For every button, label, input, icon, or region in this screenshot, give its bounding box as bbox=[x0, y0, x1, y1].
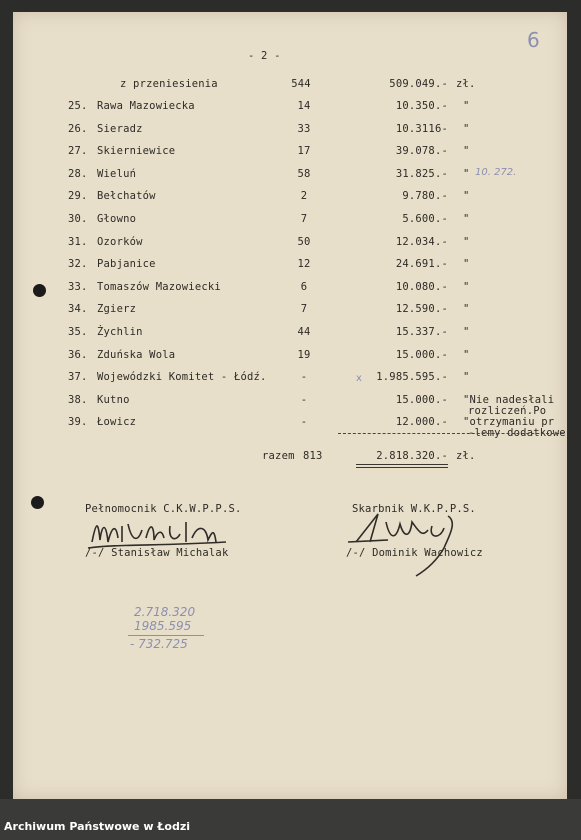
row-count: - bbox=[300, 371, 308, 383]
row-count: - bbox=[300, 394, 308, 406]
total-label: razem bbox=[262, 450, 295, 462]
right-handwritten-signature bbox=[348, 508, 468, 580]
row-amount: 10.3116- bbox=[395, 123, 448, 135]
row-count: 50 bbox=[297, 236, 311, 248]
row-amount: 39.078.- bbox=[395, 145, 448, 157]
row-mark: " bbox=[463, 190, 470, 202]
row-name: Tomaszów Mazowiecki bbox=[97, 281, 221, 293]
row-amount: 10.080.- bbox=[395, 281, 448, 293]
row-number: 27. bbox=[68, 145, 88, 157]
total-unit: zł. bbox=[456, 450, 476, 462]
subtotal-rule bbox=[338, 433, 564, 434]
row-number: 35. bbox=[68, 326, 88, 338]
pencil-row37-mark: x bbox=[356, 373, 362, 384]
row-count: 44 bbox=[297, 326, 311, 338]
page-marker: - 2 - bbox=[248, 50, 281, 62]
row-name: Żychlin bbox=[97, 326, 143, 338]
archive-label: Archiwum Państwowe w Łodzi bbox=[4, 820, 191, 833]
row-mark: " bbox=[463, 123, 470, 135]
row-mark: " bbox=[463, 281, 470, 293]
carry-over-unit: zł. bbox=[456, 78, 476, 90]
row-number: 26. bbox=[68, 123, 88, 135]
row-mark: " bbox=[463, 100, 470, 112]
row-count: 7 bbox=[300, 213, 308, 225]
total-amount: 2.818.320.- bbox=[376, 450, 448, 462]
row-number: 37. bbox=[68, 371, 88, 383]
row-amount: 15.000.- bbox=[395, 394, 448, 406]
row-count: 33 bbox=[297, 123, 311, 135]
total-underline-1 bbox=[356, 464, 448, 465]
row-amount: 1.985.595.- bbox=[376, 371, 448, 383]
carry-over-count: 544 bbox=[291, 78, 311, 90]
row-name: Pabjanice bbox=[97, 258, 156, 270]
row-mark: "Nie nadesłali bbox=[463, 394, 555, 406]
row-amount: 24.691.- bbox=[395, 258, 448, 270]
row-name: Kutno bbox=[97, 394, 130, 406]
row-number: 36. bbox=[68, 349, 88, 361]
pencil-calc-line-2: 1985.595 bbox=[134, 619, 192, 633]
punch-hole-top bbox=[33, 284, 46, 297]
row-amount: 15.337.- bbox=[395, 326, 448, 338]
row-amount: 10.350.- bbox=[395, 100, 448, 112]
row-mark: " bbox=[463, 145, 470, 157]
row-name: Skierniewice bbox=[97, 145, 176, 157]
row-number: 31. bbox=[68, 236, 88, 248]
row-count: 19 bbox=[297, 349, 311, 361]
row-number: 29. bbox=[68, 190, 88, 202]
row-amount: 12.590.- bbox=[395, 303, 448, 315]
pencil-calc-line-1: 2.718.320 bbox=[134, 605, 196, 619]
row-name: Głowno bbox=[97, 213, 137, 225]
row-mark: "otrzymaniu pr bbox=[463, 416, 555, 428]
total-count: 813 bbox=[303, 450, 323, 462]
row-name: Ozorków bbox=[97, 236, 143, 248]
punch-hole-bottom bbox=[31, 496, 44, 509]
row-count: 2 bbox=[300, 190, 308, 202]
row-mark: " bbox=[463, 236, 470, 248]
row-amount: 12.000.- bbox=[395, 416, 448, 428]
row-name: Zduńska Wola bbox=[97, 349, 176, 361]
row-number: 32. bbox=[68, 258, 88, 270]
row-mark: " bbox=[463, 258, 470, 270]
row-number: 38. bbox=[68, 394, 88, 406]
left-signatory-name: /-/ Stanisław Michalak bbox=[85, 547, 229, 559]
row-count: 17 bbox=[297, 145, 311, 157]
row-mark: " bbox=[463, 326, 470, 338]
row-mark: " bbox=[463, 168, 470, 180]
row-amount: 5.600.- bbox=[402, 213, 448, 225]
right-signatory-name: /-/ Dominik Wachowicz bbox=[346, 547, 483, 559]
row-amount: 31.825.- bbox=[395, 168, 448, 180]
row-mark: " bbox=[463, 303, 470, 315]
row-mark: " bbox=[463, 371, 470, 383]
total-underline-2 bbox=[356, 467, 448, 468]
pencil-calc-line-3: - 732.725 bbox=[130, 637, 188, 651]
left-signatory-title: Pełnomocnik C.K.W.P.P.S. bbox=[85, 503, 242, 515]
pencil-page-number: 6 bbox=[527, 28, 540, 52]
row-number: 25. bbox=[68, 100, 88, 112]
row-count: - bbox=[300, 416, 308, 428]
row-name: Wieluń bbox=[97, 168, 137, 180]
row-count: 7 bbox=[300, 303, 308, 315]
carry-over-label: z przeniesienia bbox=[120, 78, 218, 90]
row-count: 58 bbox=[297, 168, 311, 180]
row-mark: " bbox=[463, 213, 470, 225]
right-signatory-title: Skarbnik W.K.P.P.S. bbox=[352, 503, 476, 515]
row-name: Wojewódzki Komitet - Łódź. bbox=[97, 371, 267, 383]
row-name: Zgierz bbox=[97, 303, 137, 315]
archive-footer bbox=[0, 799, 581, 840]
row-amount: 12.034.- bbox=[395, 236, 448, 248]
carry-over-amount: 509.049.- bbox=[389, 78, 448, 90]
note-line-4: -lemy dodatkowe bbox=[468, 427, 566, 439]
pencil-row28-note: 10. 272. bbox=[475, 167, 517, 178]
row-number: 33. bbox=[68, 281, 88, 293]
row-name: Bełchatów bbox=[97, 190, 156, 202]
pencil-calc-rule bbox=[128, 635, 204, 636]
row-number: 30. bbox=[68, 213, 88, 225]
row-number: 34. bbox=[68, 303, 88, 315]
row-name: Sieradz bbox=[97, 123, 143, 135]
row-count: 6 bbox=[300, 281, 308, 293]
row-mark: " bbox=[463, 349, 470, 361]
row-number: 28. bbox=[68, 168, 88, 180]
row-name: Łowicz bbox=[97, 416, 137, 428]
note-line-2: rozliczeń.Po bbox=[468, 405, 547, 417]
row-count: 12 bbox=[297, 258, 311, 270]
row-name: Rawa Mazowiecka bbox=[97, 100, 195, 112]
row-number: 39. bbox=[68, 416, 88, 428]
row-amount: 9.780.- bbox=[402, 190, 448, 202]
row-amount: 15.000.- bbox=[395, 349, 448, 361]
row-count: 14 bbox=[297, 100, 311, 112]
